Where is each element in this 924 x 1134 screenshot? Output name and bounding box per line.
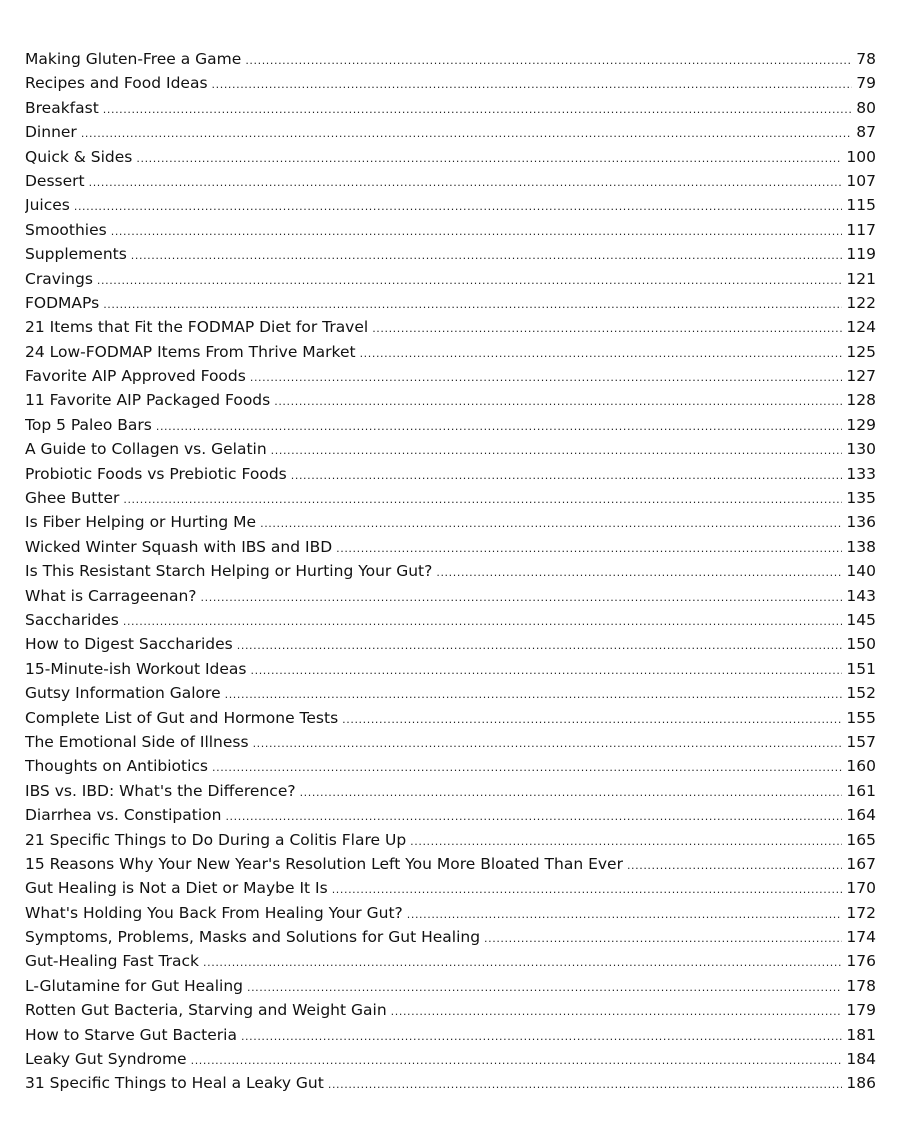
dot-leader <box>391 998 843 1022</box>
dot-leader <box>131 242 843 266</box>
toc-entry-page-number: 124 <box>846 318 876 337</box>
toc-entry-page-number: 100 <box>846 147 876 166</box>
dot-leader <box>260 510 842 534</box>
toc-entry-page-number: 176 <box>846 952 876 971</box>
toc-entry-page-number: 179 <box>846 1001 876 1020</box>
toc-entry-title: What is Carrageenan? <box>25 586 197 605</box>
toc-entry[interactable] <box>25 388 876 412</box>
toc-entry-title: Supplements <box>25 245 127 264</box>
toc-entry[interactable] <box>25 145 876 169</box>
toc-entry-title: 24 Low-FODMAP Items From Thrive Market <box>25 342 356 361</box>
toc-entry-page-number: 121 <box>846 269 876 288</box>
toc-entry-page-number: 186 <box>846 1074 876 1093</box>
dot-leader <box>103 96 852 120</box>
dot-leader <box>97 267 842 291</box>
toc-entry-page-number: 122 <box>846 293 876 312</box>
toc-entry-page-number: 87 <box>856 123 876 142</box>
toc-entry-title: A Guide to Collagen vs. Gelatin <box>25 440 267 459</box>
dot-leader <box>74 193 843 217</box>
toc-entry-page-number: 140 <box>846 562 876 581</box>
toc-entry[interactable] <box>25 632 876 656</box>
toc-entry[interactable] <box>25 901 876 925</box>
dot-leader <box>81 120 852 144</box>
toc-entry[interactable] <box>25 71 876 95</box>
toc-entry-title: 21 Items that Fit the FODMAP Diet for Travel <box>25 318 369 337</box>
dot-leader <box>407 901 843 925</box>
toc-entry-title: The Emotional Side of Illness <box>25 732 249 751</box>
toc-entry[interactable] <box>25 559 876 583</box>
dot-leader <box>203 949 842 973</box>
toc-entry-title: Rotten Gut Bacteria, Starving and Weight Gain <box>25 1001 387 1020</box>
toc-entry-title: Leaky Gut Syndrome <box>25 1050 187 1069</box>
dot-leader <box>271 437 843 461</box>
dot-leader <box>191 1047 843 1071</box>
toc-entry[interactable] <box>25 974 876 998</box>
toc-entry-title: 15 Reasons Why Your New Year's Resolution Left You More Bloated Than Ever <box>25 854 623 873</box>
toc-entry-title: What's Holding You Back From Healing Your Gut? <box>25 903 403 922</box>
toc-entry-title: How to Starve Gut Bacteria <box>25 1025 237 1044</box>
toc-entry[interactable] <box>25 315 876 339</box>
dot-leader <box>372 315 842 339</box>
toc-entry-page-number: 78 <box>856 50 876 68</box>
toc-entry[interactable] <box>25 925 876 949</box>
toc-entry[interactable] <box>25 706 876 730</box>
dot-leader <box>225 681 843 705</box>
toc-entry-page-number: 178 <box>846 976 876 995</box>
toc-entry-page-number: 184 <box>846 1050 876 1069</box>
toc-entry-page-number: 107 <box>846 171 876 190</box>
dot-leader <box>237 632 843 656</box>
toc-entry-page-number: 128 <box>846 391 876 410</box>
toc-entry-title: Probiotic Foods vs Prebiotic Foods <box>25 464 287 483</box>
dot-leader <box>103 291 842 315</box>
toc-entry[interactable] <box>25 413 876 437</box>
toc-entry-title: Cravings <box>25 269 93 288</box>
dot-leader <box>300 779 843 803</box>
toc-entry-page-number: 174 <box>846 928 876 947</box>
toc-entry-page-number: 125 <box>846 342 876 361</box>
toc-entry-title: 31 Specific Things to Heal a Leaky Gut <box>25 1074 324 1093</box>
dot-leader <box>484 925 842 949</box>
toc-entry-page-number: 150 <box>846 635 876 654</box>
toc-entry[interactable] <box>25 47 876 71</box>
toc-entry-title: L-Glutamine for Gut Healing <box>25 976 243 995</box>
toc-entry[interactable] <box>25 364 876 388</box>
toc-entry-page-number: 138 <box>846 537 876 556</box>
toc-entry-title: Gut-Healing Fast Track <box>25 952 200 971</box>
toc-entry-title: Favorite AIP Approved Foods <box>25 367 246 386</box>
toc-entry-title: Saccharides <box>25 610 119 629</box>
toc-entry-page-number: 133 <box>846 464 876 483</box>
toc-entry[interactable] <box>25 828 876 852</box>
dot-leader <box>111 218 843 242</box>
dot-leader <box>336 535 842 559</box>
toc-entry-page-number: 119 <box>846 245 876 264</box>
toc-entry-title: Gut Healing is Not a Diet or Maybe It Is <box>25 879 328 898</box>
toc-entry[interactable] <box>25 169 876 193</box>
dot-leader <box>328 1071 843 1095</box>
toc-entry-page-number: 129 <box>846 415 876 434</box>
toc-entry[interactable] <box>25 96 876 120</box>
toc-entry-page-number: 143 <box>846 586 876 605</box>
toc-entry-title: Symptoms, Problems, Masks and Solutions for Gut Healing <box>25 928 481 947</box>
toc-entry-title: 11 Favorite AIP Packaged Foods <box>25 391 271 410</box>
toc-entry-page-number: 127 <box>846 367 876 386</box>
toc-entry-page-number: 155 <box>846 708 876 727</box>
toc-entry-title: Is Fiber Helping or Hurting Me <box>25 513 257 532</box>
dot-leader <box>241 1023 842 1047</box>
dot-leader <box>156 413 843 437</box>
toc-entry[interactable] <box>25 486 876 510</box>
toc-entry[interactable] <box>25 730 876 754</box>
toc-entry[interactable] <box>25 1023 876 1047</box>
dot-leader <box>201 584 843 608</box>
dot-leader <box>123 486 842 510</box>
toc-entry-page-number: 151 <box>846 659 876 678</box>
dot-leader <box>253 730 843 754</box>
table-of-contents <box>25 47 876 1096</box>
toc-entry[interactable] <box>25 218 876 242</box>
dot-leader <box>245 47 852 71</box>
toc-entry-title: Gutsy Information Galore <box>25 684 221 703</box>
toc-entry-title: 15-Minute-ish Workout Ideas <box>25 659 247 678</box>
dot-leader <box>212 71 853 95</box>
dot-leader <box>627 852 842 876</box>
toc-entry[interactable] <box>25 340 876 364</box>
toc-entry-title: How to Digest Saccharides <box>25 635 233 654</box>
dot-leader <box>247 974 842 998</box>
toc-entry[interactable] <box>25 681 876 705</box>
toc-entry-title: Making Gluten-Free a Game <box>25 50 242 68</box>
dot-leader <box>342 706 842 730</box>
toc-entry-title: Dessert <box>25 171 85 190</box>
toc-entry[interactable] <box>25 876 876 900</box>
toc-entry[interactable] <box>25 1047 876 1071</box>
toc-entry-page-number: 135 <box>846 489 876 508</box>
toc-entry[interactable] <box>25 803 876 827</box>
toc-entry-title: Wicked Winter Squash with IBS and IBD <box>25 537 333 556</box>
dot-leader <box>410 828 842 852</box>
toc-entry-title: Complete List of Gut and Hormone Tests <box>25 708 339 727</box>
toc-entry-page-number: 115 <box>846 196 876 215</box>
toc-entry-title: Smoothies <box>25 220 107 239</box>
toc-entry-page-number: 161 <box>846 781 876 800</box>
toc-entry-title: Ghee Butter <box>25 489 120 508</box>
toc-entry[interactable] <box>25 437 876 461</box>
toc-entry-title: FODMAPs <box>25 293 100 312</box>
toc-entry-page-number: 79 <box>856 74 876 93</box>
toc-entry-page-number: 160 <box>846 757 876 776</box>
toc-entry-page-number: 172 <box>846 903 876 922</box>
dot-leader <box>360 340 843 364</box>
toc-entry[interactable] <box>25 510 876 534</box>
toc-entry-page-number: 117 <box>846 220 876 239</box>
dot-leader <box>225 803 842 827</box>
toc-entry-title: Dinner <box>25 123 77 142</box>
toc-entry[interactable] <box>25 657 876 681</box>
toc-entry-page-number: 170 <box>846 879 876 898</box>
toc-entry-title: Recipes and Food Ideas <box>25 74 208 93</box>
toc-entry-title: Juices <box>25 196 70 215</box>
toc-entry-title: Diarrhea vs. Constipation <box>25 806 222 825</box>
toc-entry-title: Thoughts on Antibiotics <box>25 757 208 776</box>
toc-entry[interactable] <box>25 462 876 486</box>
toc-entry-title: Is This Resistant Starch Helping or Hurting Your Gut? <box>25 562 433 581</box>
dot-leader <box>436 559 842 583</box>
toc-entry-page-number: 167 <box>846 854 876 873</box>
toc-entry-page-number: 136 <box>846 513 876 532</box>
toc-entry[interactable] <box>25 1071 876 1095</box>
toc-entry-page-number: 165 <box>846 830 876 849</box>
toc-entry[interactable] <box>25 584 876 608</box>
toc-entry[interactable] <box>25 291 876 315</box>
dot-leader <box>136 145 842 169</box>
dot-leader <box>89 169 843 193</box>
toc-entry[interactable] <box>25 267 876 291</box>
toc-entry[interactable] <box>25 120 876 144</box>
toc-entry-page-number: 130 <box>846 440 876 459</box>
toc-entry-page-number: 145 <box>846 610 876 629</box>
toc-entry-title: Quick & Sides <box>25 147 133 166</box>
dot-leader <box>291 462 843 486</box>
dot-leader <box>123 608 843 632</box>
toc-entry-page-number: 164 <box>846 806 876 825</box>
toc-entry[interactable] <box>25 949 876 973</box>
dot-leader <box>250 364 843 388</box>
dot-leader <box>274 388 842 412</box>
toc-entry-page-number: 152 <box>846 684 876 703</box>
dot-leader <box>332 876 843 900</box>
toc-entry[interactable] <box>25 242 876 266</box>
toc-entry[interactable] <box>25 998 876 1022</box>
dot-leader <box>212 754 842 778</box>
toc-entry[interactable] <box>25 535 876 559</box>
toc-entry-title: IBS vs. IBD: What's the Difference? <box>25 781 296 800</box>
toc-entry[interactable] <box>25 608 876 632</box>
dot-leader <box>251 657 843 681</box>
toc-entry-title: Top 5 Paleo Bars <box>25 415 152 434</box>
toc-entry[interactable] <box>25 852 876 876</box>
toc-entry-title: Breakfast <box>25 98 99 117</box>
toc-entry-page-number: 181 <box>846 1025 876 1044</box>
toc-entry[interactable] <box>25 193 876 217</box>
toc-entry-title: 21 Specific Things to Do During a Colitis Flare Up <box>25 830 407 849</box>
toc-entry[interactable] <box>25 754 876 778</box>
toc-entry-page-number: 80 <box>856 98 876 117</box>
toc-entry[interactable] <box>25 779 876 803</box>
toc-entry-page-number: 157 <box>846 732 876 751</box>
